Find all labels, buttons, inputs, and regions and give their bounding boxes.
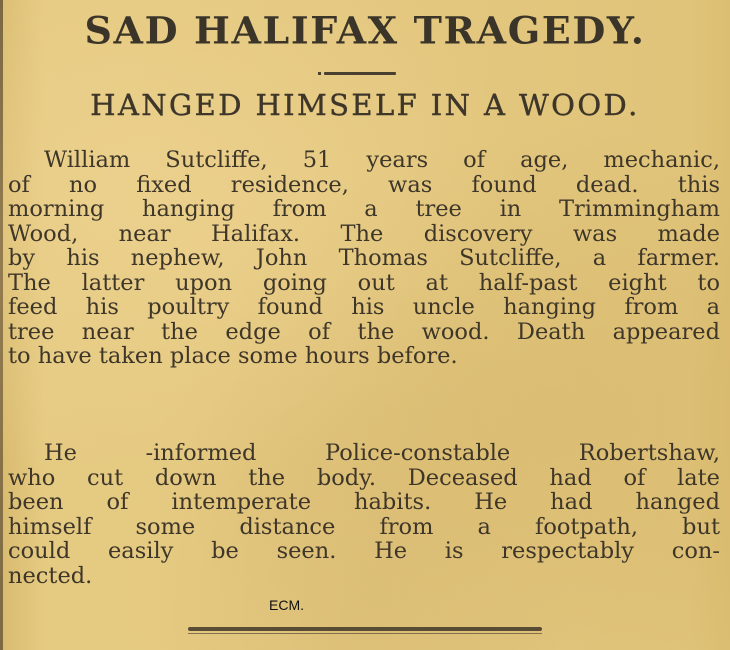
text-line: Wood, near Halifax. The discovery was made bbox=[8, 220, 720, 247]
text-line: of no fixed residence, was found dead. this bbox=[8, 171, 720, 198]
text-line: himself some distance from a footpath, but bbox=[8, 513, 720, 540]
subheadline: HANGED HIMSELF IN A WOOD. bbox=[90, 88, 640, 122]
signature-label: ECM. bbox=[269, 597, 304, 613]
text-line: tree near the edge of the wood. Death appeared bbox=[8, 318, 720, 345]
headline: SAD HALIFAX TRAGEDY. bbox=[84, 8, 646, 53]
text-line: who cut down the body. Deceased had of late bbox=[8, 464, 720, 491]
end-rule-divider bbox=[188, 627, 542, 633]
text-line: to have taken place some hours before. bbox=[8, 343, 458, 369]
paragraph-2 bbox=[8, 441, 720, 588]
paragraph-1 bbox=[8, 148, 720, 369]
text-line: The latter upon going out at half-past eight to bbox=[8, 269, 720, 296]
rule-thick-line bbox=[188, 627, 542, 631]
text-line: been of intemperate habits. He had hanged bbox=[8, 489, 720, 515]
text-line: could easily be seen. He is respectably con- bbox=[8, 538, 720, 564]
text-line: nected. bbox=[8, 562, 93, 589]
text-line: morning hanging from a tree in Trimmingham bbox=[8, 196, 720, 222]
text-line: He -informed Police-constable Robertshaw, bbox=[44, 440, 720, 466]
text-line: feed his poultry found his uncle hanging from a bbox=[8, 294, 720, 320]
ornament-divider bbox=[324, 72, 396, 75]
text-line: William Sutcliffe, 51 years of age, mechanic, bbox=[44, 147, 720, 173]
rule-thin-line bbox=[188, 633, 542, 634]
text-line: by his nephew, John Thomas Sutcliffe, a farmer. bbox=[8, 245, 720, 271]
